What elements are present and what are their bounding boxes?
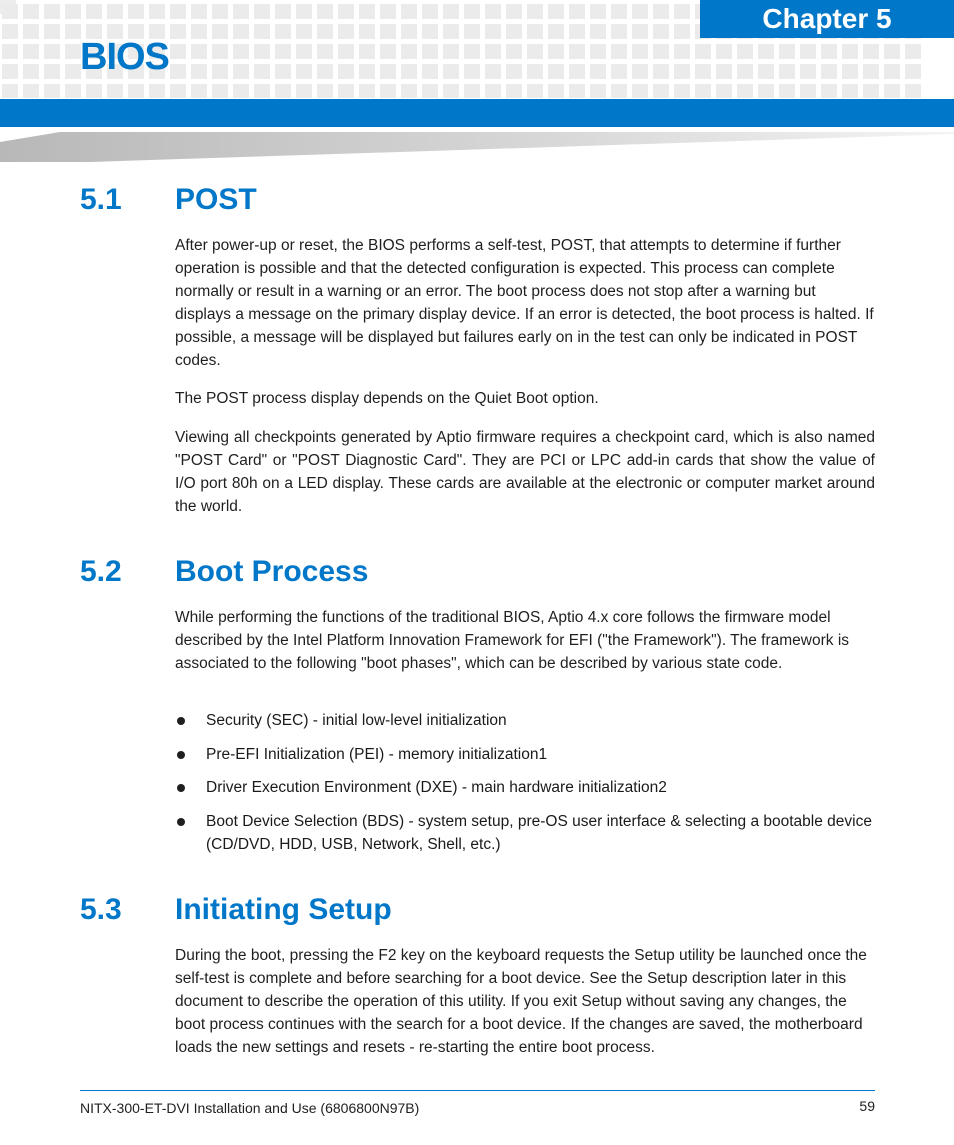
pattern-square: [548, 64, 564, 79]
bullet-icon: [177, 784, 185, 792]
pattern-square: [884, 64, 900, 79]
paragraph: During the boot, pressing the F2 key on the keyboard requests the Setup utility be launched once the self-test is complete and before searching for a boot device. See the Setup description later in this document to describe the operation of this utility. If you exit Setup without saving any changes, the boot process continues with the search for a boot device. If the changes are saved, the motherboard loads the new settings and resets - re-starting the entire boot process.: [175, 947, 867, 1056]
pattern-square: [569, 64, 585, 79]
pattern-square: [821, 44, 837, 59]
page-number: 59: [859, 1098, 875, 1114]
pattern-square: [506, 84, 522, 98]
pattern-square: [590, 4, 606, 19]
chapter-tab: [700, 0, 954, 38]
pattern-square: [275, 24, 291, 39]
chapter-label: Chapter 5: [762, 3, 892, 34]
pattern-square: [905, 84, 921, 98]
pattern-square: [800, 44, 816, 59]
pattern-square: [569, 4, 585, 19]
pattern-square: [527, 44, 543, 59]
pattern-square: [674, 44, 690, 59]
header-wedge: [0, 132, 954, 162]
pattern-square: [296, 24, 312, 39]
footer-divider: [80, 1090, 875, 1091]
pattern-square: [254, 64, 270, 79]
list-item: [175, 776, 875, 799]
pattern-square: [2, 84, 18, 98]
pattern-square: [380, 24, 396, 39]
pattern-square: [233, 84, 249, 98]
pattern-square: [842, 44, 858, 59]
pattern-square: [800, 64, 816, 79]
pattern-square: [569, 44, 585, 59]
pattern-square: [359, 4, 375, 19]
pattern-square: [695, 84, 711, 98]
pattern-square: [758, 64, 774, 79]
pattern-square: [632, 64, 648, 79]
pattern-square: [338, 44, 354, 59]
header-band: [0, 99, 954, 127]
pattern-square: [485, 64, 501, 79]
pattern-square: [380, 64, 396, 79]
pattern-square: [716, 44, 732, 59]
pattern-square: [128, 4, 144, 19]
pattern-square: [758, 84, 774, 98]
pattern-square: [359, 84, 375, 98]
section-number: 5.3: [80, 893, 122, 926]
pattern-square: [2, 44, 18, 59]
pattern-square: [653, 24, 669, 39]
pattern-square: [653, 64, 669, 79]
pattern-square: [317, 24, 333, 39]
pattern-square: [548, 44, 564, 59]
pattern-square: [443, 24, 459, 39]
pattern-square: [254, 44, 270, 59]
chapter-title: BIOS: [80, 36, 169, 78]
pattern-square: [674, 24, 690, 39]
bullet-icon: [177, 818, 185, 826]
pattern-square: [317, 44, 333, 59]
pattern-square: [191, 44, 207, 59]
pattern-square: [2, 24, 18, 39]
pattern-square: [149, 4, 165, 19]
pattern-square: [506, 24, 522, 39]
pattern-square: [296, 64, 312, 79]
section-number: 5.1: [80, 183, 122, 216]
pattern-square: [548, 4, 564, 19]
pattern-square: [65, 64, 81, 79]
list-item-text: Boot Device Selection (BDS) - system setup, pre-OS user interface & selecting a bootable device (CD/DVD, HDD, USB, Network, Shell, etc.): [206, 812, 872, 853]
pattern-square: [65, 24, 81, 39]
pattern-square: [632, 84, 648, 98]
pattern-square: [653, 4, 669, 19]
pattern-square: [569, 24, 585, 39]
pattern-square: [590, 44, 606, 59]
pattern-square: [674, 84, 690, 98]
pattern-square: [464, 44, 480, 59]
pattern-square: [296, 84, 312, 98]
pattern-square: [674, 64, 690, 79]
pattern-square: [779, 44, 795, 59]
pattern-square: [191, 64, 207, 79]
pattern-square: [275, 4, 291, 19]
pattern-square: [737, 44, 753, 59]
pattern-square: [86, 84, 102, 98]
pattern-square: [422, 24, 438, 39]
pattern-square: [107, 84, 123, 98]
pattern-square: [2, 64, 18, 79]
pattern-square: [107, 4, 123, 19]
pattern-square: [233, 4, 249, 19]
pattern-square: [359, 64, 375, 79]
pattern-square: [653, 84, 669, 98]
pattern-square: [779, 84, 795, 98]
pattern-square: [23, 24, 39, 39]
pattern-square: [170, 64, 186, 79]
pattern-square: [233, 44, 249, 59]
pattern-square: [443, 4, 459, 19]
pattern-square: [86, 4, 102, 19]
pattern-square: [380, 44, 396, 59]
pattern-square: [506, 64, 522, 79]
pattern-square: [506, 4, 522, 19]
pattern-square: [317, 4, 333, 19]
pattern-square: [275, 84, 291, 98]
pattern-square: [590, 24, 606, 39]
pattern-square: [422, 84, 438, 98]
pattern-square: [611, 84, 627, 98]
pattern-square: [611, 44, 627, 59]
pattern-square: [191, 24, 207, 39]
list-item: [175, 709, 875, 732]
pattern-square: [401, 84, 417, 98]
list-item-text: Security (SEC) - initial low-level initialization: [206, 712, 507, 729]
pattern-square: [863, 64, 879, 79]
pattern-square: [464, 24, 480, 39]
pattern-square: [359, 24, 375, 39]
pattern-square: [485, 44, 501, 59]
list-item-text: Pre-EFI Initialization (PEI) - memory initialization1: [206, 745, 548, 763]
pattern-square: [527, 84, 543, 98]
pattern-square: [884, 44, 900, 59]
pattern-square: [380, 84, 396, 98]
pattern-square: [128, 84, 144, 98]
pattern-square: [800, 84, 816, 98]
pattern-square: [233, 24, 249, 39]
pattern-square: [380, 4, 396, 19]
pattern-square: [527, 24, 543, 39]
pattern-square: [695, 64, 711, 79]
pattern-square: [716, 64, 732, 79]
pattern-square: [842, 64, 858, 79]
pattern-square: [653, 44, 669, 59]
pattern-square: [905, 64, 921, 79]
section-heading-post: [80, 183, 257, 217]
pattern-square: [464, 64, 480, 79]
pattern-square: [485, 4, 501, 19]
pattern-square: [23, 64, 39, 79]
pattern-square: [338, 84, 354, 98]
pattern-square: [611, 24, 627, 39]
section-title: Initiating Setup: [175, 893, 392, 926]
pattern-square: [254, 24, 270, 39]
pattern-square: [359, 44, 375, 59]
pattern-square: [338, 24, 354, 39]
pattern-square: [737, 64, 753, 79]
pattern-square: [695, 44, 711, 59]
pattern-square: [212, 64, 228, 79]
bullet-icon: [177, 751, 185, 759]
pattern-square: [569, 84, 585, 98]
pattern-square: [275, 44, 291, 59]
pattern-square: [611, 4, 627, 19]
pattern-square: [590, 64, 606, 79]
pattern-square: [758, 44, 774, 59]
pattern-square: [23, 4, 39, 19]
pattern-square: [884, 84, 900, 98]
section-heading-boot-process: [80, 555, 368, 589]
boot-phase-list: [175, 709, 875, 866]
pattern-square: [233, 64, 249, 79]
paragraph: The POST process display depends on the Quiet Boot option.: [175, 390, 599, 407]
pattern-square: [443, 44, 459, 59]
pattern-square: [23, 44, 39, 59]
pattern-square: [842, 84, 858, 98]
pattern-square: [527, 64, 543, 79]
pattern-square: [401, 64, 417, 79]
pattern-square: [506, 44, 522, 59]
pattern-square: [464, 84, 480, 98]
pattern-square: [212, 44, 228, 59]
pattern-square: [422, 44, 438, 59]
pattern-square: [863, 44, 879, 59]
paragraph: Viewing all checkpoints generated by Aptio firmware requires a checkpoint card, which is also named "POST Card" or "POST Diagnostic Card". They are PCI or LPC add-in cards that show the value of I/O port 80h on a LED display. These cards are available at the electronic or computer market around the world.: [175, 429, 875, 515]
pattern-square: [779, 64, 795, 79]
pattern-square: [548, 24, 564, 39]
pattern-square: [863, 84, 879, 98]
pattern-square: [170, 44, 186, 59]
pattern-square: [338, 4, 354, 19]
pattern-square: [443, 84, 459, 98]
pattern-square: [296, 44, 312, 59]
pattern-square: [254, 4, 270, 19]
pattern-square: [191, 4, 207, 19]
pattern-square: [401, 4, 417, 19]
pattern-square: [401, 24, 417, 39]
pattern-square: [401, 44, 417, 59]
pattern-square: [632, 24, 648, 39]
pattern-square: [317, 64, 333, 79]
footer-document-title: NITX-300-ET-DVI Installation and Use (6806800N97B): [80, 1100, 420, 1116]
pattern-square: [422, 4, 438, 19]
pattern-square: [212, 4, 228, 19]
bullet-icon: [177, 717, 185, 725]
pattern-square: [2, 4, 18, 19]
pattern-square: [23, 84, 39, 98]
pattern-square: [485, 84, 501, 98]
pattern-square: [317, 84, 333, 98]
pattern-square: [905, 44, 921, 59]
pattern-square: [170, 84, 186, 98]
section-title: Boot Process: [175, 555, 369, 588]
list-item: [175, 810, 875, 856]
pattern-square: [65, 44, 81, 59]
pattern-square: [44, 84, 60, 98]
pattern-square: [170, 4, 186, 19]
pattern-square: [212, 84, 228, 98]
pattern-square: [737, 84, 753, 98]
pattern-square: [548, 84, 564, 98]
paragraph: After power-up or reset, the BIOS performs a self-test, POST, that attempts to determine if further operation is possible and that the detected configuration is expected. This process can complete normally or result in a warning or an error. The boot process does not stop after a warning but displays a message on the primary display device. If an error is detected, the boot process is halted. If possible, a message will be displayed but failures early on in the test can only be indicated in POST codes.: [175, 237, 874, 369]
pattern-square: [44, 44, 60, 59]
pattern-square: [44, 64, 60, 79]
list-item: [175, 743, 875, 766]
pattern-square: [65, 4, 81, 19]
pattern-square: [296, 4, 312, 19]
pattern-square: [632, 4, 648, 19]
pattern-square: [590, 84, 606, 98]
pattern-square: [527, 4, 543, 19]
pattern-square: [716, 84, 732, 98]
pattern-square: [44, 4, 60, 19]
pattern-square: [485, 24, 501, 39]
pattern-square: [443, 64, 459, 79]
pattern-square: [44, 24, 60, 39]
pattern-square: [821, 64, 837, 79]
pattern-square: [611, 64, 627, 79]
pattern-square: [632, 44, 648, 59]
section-heading-initiating-setup: [80, 893, 392, 927]
paragraph: While performing the functions of the traditional BIOS, Aptio 4.x core follows the firmware model described by the Intel Platform Innovation Framework for EFI ("the Framework"). The framework is associated to the following "boot phases", which can be described by various state code.: [175, 609, 850, 672]
pattern-square: [212, 24, 228, 39]
pattern-square: [275, 64, 291, 79]
pattern-square: [674, 4, 690, 19]
pattern-square: [338, 64, 354, 79]
pattern-square: [65, 84, 81, 98]
pattern-square: [191, 84, 207, 98]
pattern-square: [464, 4, 480, 19]
section-title: POST: [175, 183, 257, 216]
section-number: 5.2: [80, 555, 122, 588]
pattern-square: [254, 84, 270, 98]
pattern-square: [149, 84, 165, 98]
pattern-square: [170, 24, 186, 39]
pattern-square: [422, 64, 438, 79]
pattern-square: [821, 84, 837, 98]
list-item-text: Driver Execution Environment (DXE) - main hardware initialization2: [206, 779, 667, 796]
